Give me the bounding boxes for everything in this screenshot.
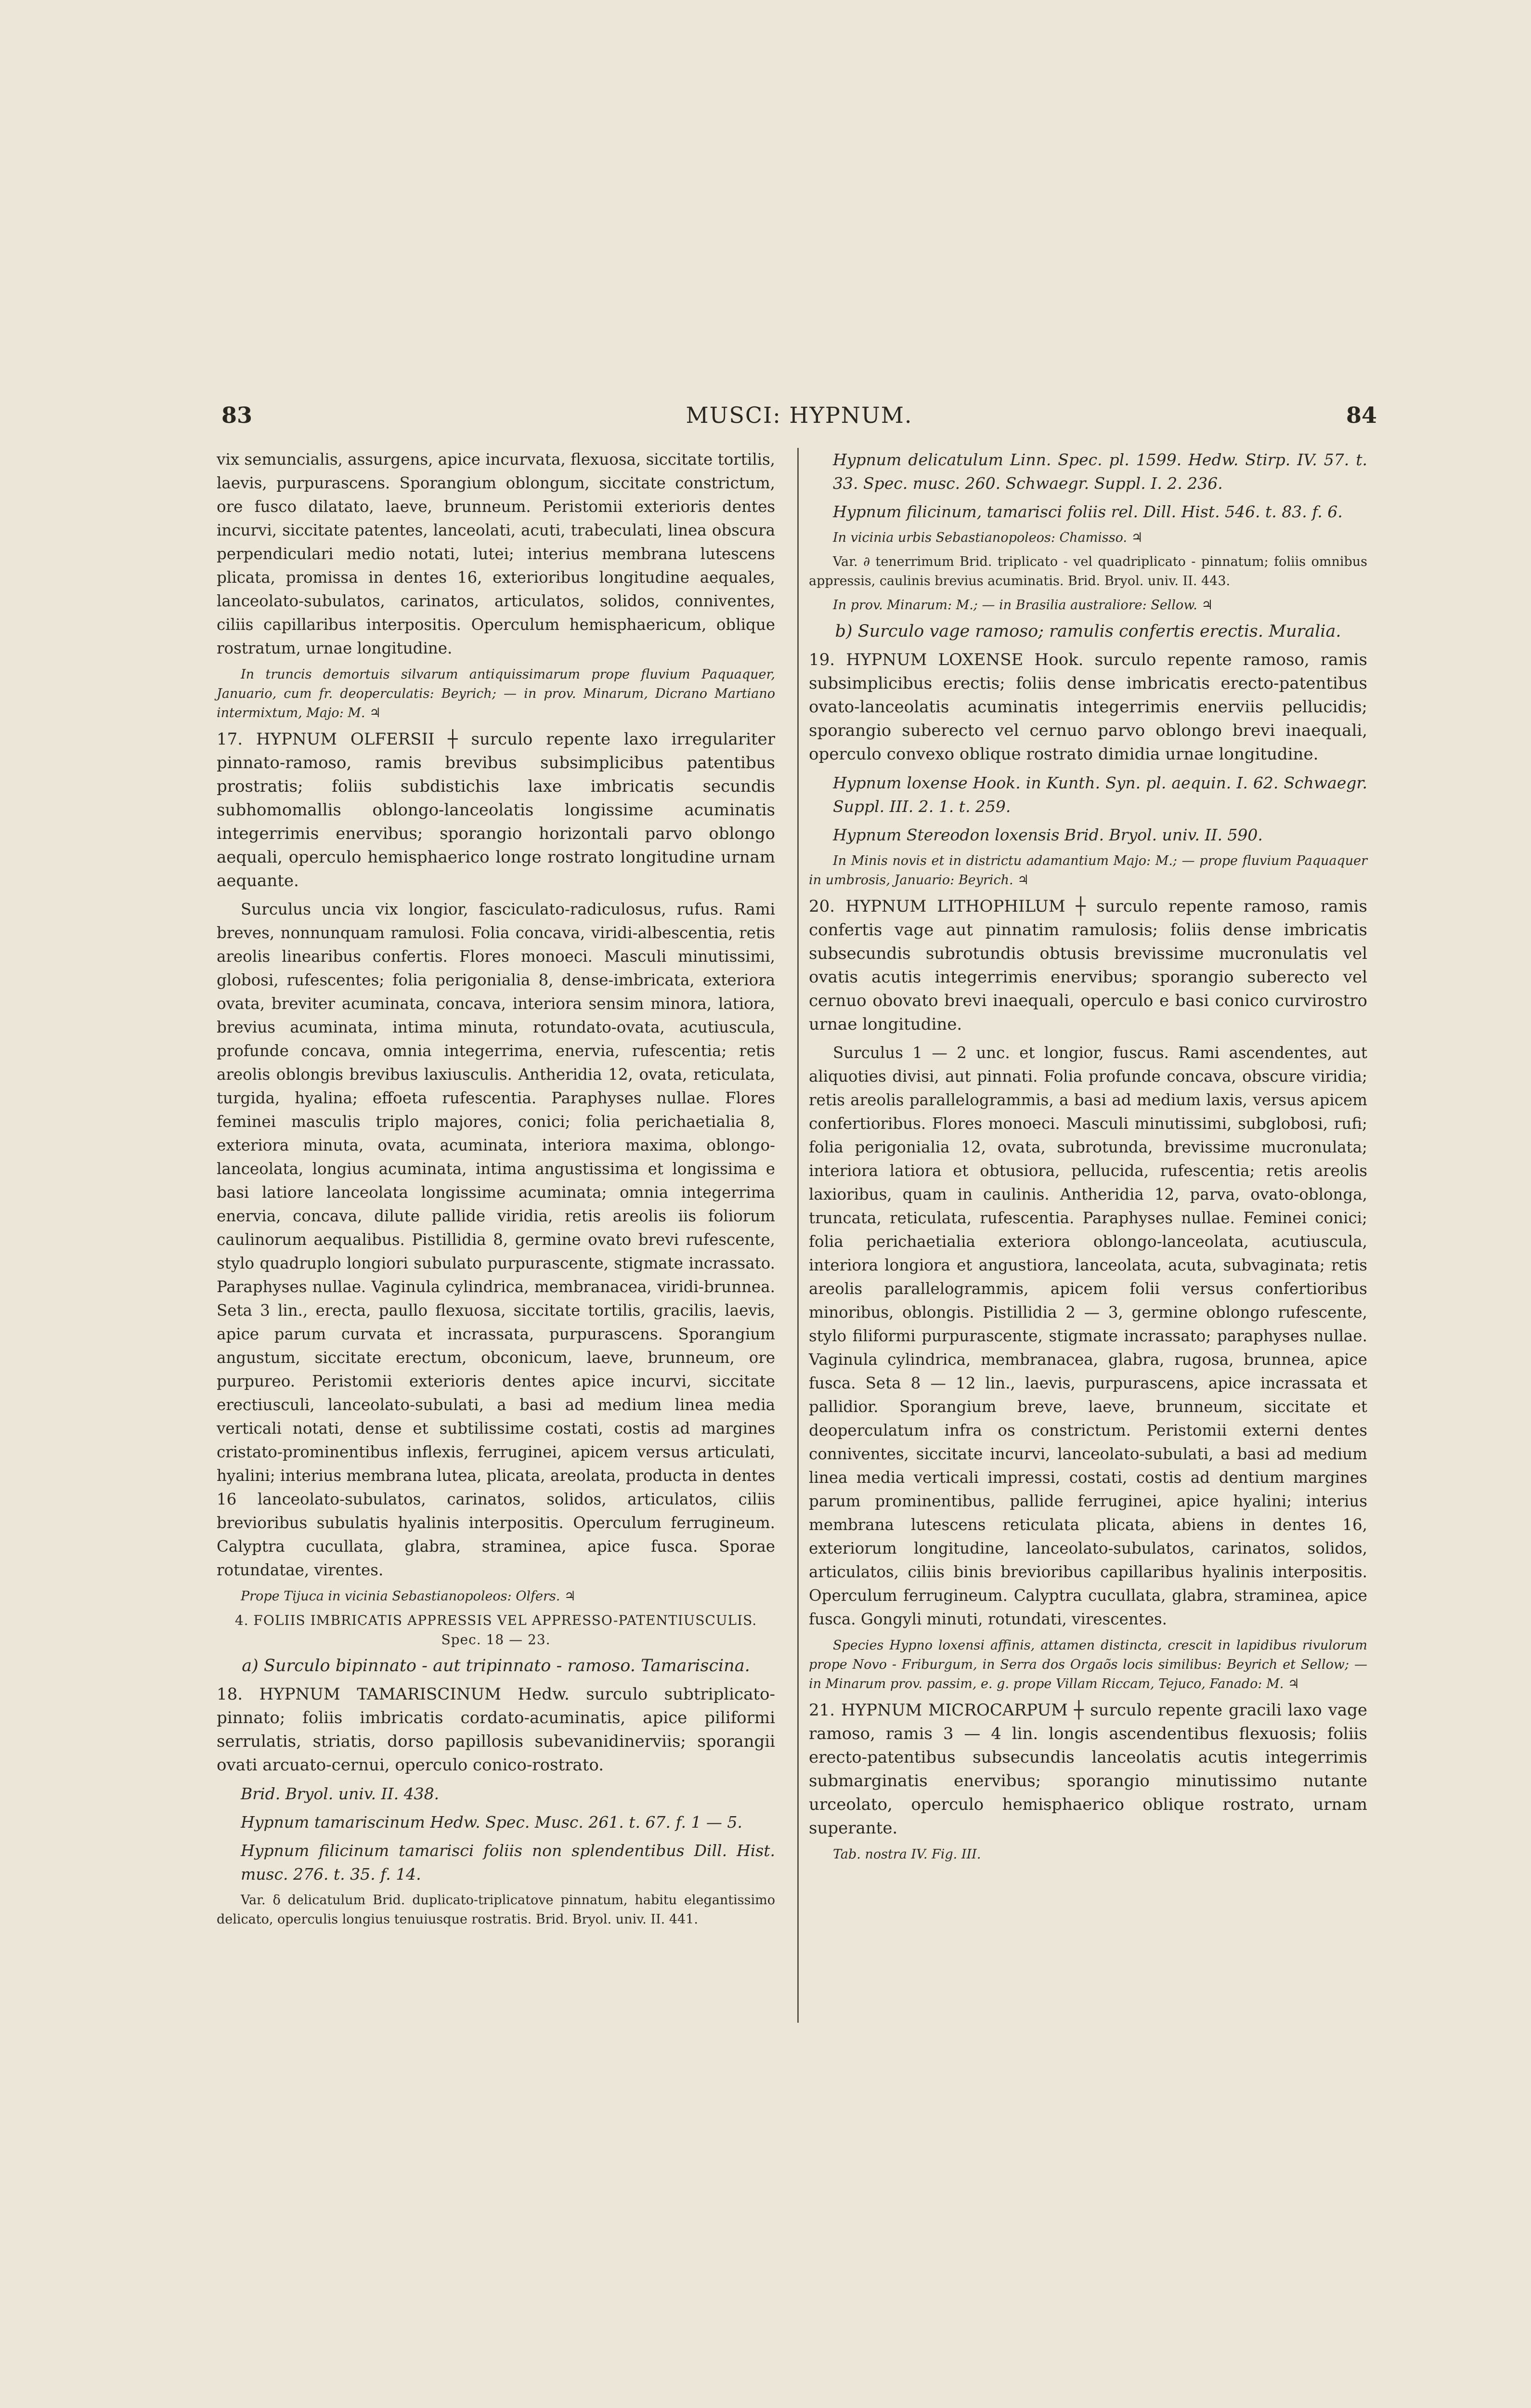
locality-note: In Minis novis et in districtu adamantium Majo: M.; — prope fluvium Paquaquer in umbrosis, Januario: Beyrich. ♃ [809,853,1367,888]
page-number-right: 84 [1346,402,1377,428]
variety-note: Var. δ delicatulum Brid. duplicato-triplicatove pinnatum, habitu elegantissimo delicato, operculis longius tenuiusque rostratis. Brid. Bryol. univ. II. 441. [217,1893,775,1927]
left-column [217,448,775,1934]
page-header [212,402,1387,436]
species-description: Surculus 1 — 2 unc. et longior, fuscus. Rami ascendentes, aut aliquoties divisi, aut pinnati. Folia profunde concava, obscure viridia; retis areolis parallelogrammis, a basi ad medium laxis, versus apicem confertioribus. Flores monoeci. Masculi minutissimi, subglobosi, rufi; folia perigonialia 12, ovata, subrotunda, brevissime mucronulata; interiora latiora et obtusiora, pellucida, rufescentia; retis areolis laxioribus, quam in caulinis. Antheridia 12, parva, ovato-oblonga, truncata, reticulata, rufescentia. Paraphyses nullae. Feminei conici; folia perichaetialia exteriora oblongo-lanceolata, acutiuscula, interiora longiora et angustiora, lanceolata, acuta, subvaginata; retis areolis parallelogrammis, apicem folii versus confertioribus minoribus, oblongis. Pistillidia 2 — 3, germine oblongo rufescente, stylo filiformi purpurascente, stigmate incrassato; paraphyses nullae. Vaginula cylindrica, membranacea, glabra, rugosa, brunnea, apice fusca. Seta 8 — 12 lin., laevis, purpurascens, apice incrassata et pallidior. Sporangium breve, laeve, brunneum, siccitate et deoperculatum infra os constrictum. Peristomii externi dentes conniventes, siccitate incurvi, lanceolato-subulati, a basi ad medium linea media verticali impressi, costati, costis ad dentium margines parum prominentibus, pallide ferruginei, apice hyalini; interius membrana lutescens reticulata plicata, abiens in dentes 16, exteriorum longitudine, lanceolato-subulatos, carinatos, solidos, articulatos, ciliis binis brevioribus capillaribus hyalinis interpositis. Operculum ferrugineum. Calyptra cucullata, glabra, straminea, apice fusca. Gongyli minuti, rotundati, virescentes. [809,1044,1367,1628]
variety-note: Var. ∂ tenerrimum Brid. triplicato - vel quadriplicato - pinnatum; foliis omnibus appressis, caulinis brevius acuminatis. Brid. Bryol. univ. II. 443. [809,554,1367,589]
locality-note: In prov. Minarum: M.; — in Brasilia australiore: Sellow. ♃ [833,598,1213,613]
right-column [809,448,1367,1869]
locality-note: Prope Tijuca in vicinia Sebastianopoleos: Olfers. ♃ [241,1589,576,1604]
species-diagnosis: 17. HYPNUM OLFERSII ┼ surculo repente laxo irregulariter pinnato-ramoso, ramis brevibus subsimplicibus patentibus prostratis; foliis subdistichis laxe imbricatis secundis subhomomallis oblongo-lanceolatis longissime acuminatis integerrimis enervibus; sporangio horizontali parvo oblongo aequali, operculo hemisphaerico longe rostrato longitudine urnam aequante. [217,730,775,890]
subsection-heading: b) Surculo vage ramoso; ramulis confertis erectis. Muralia. [835,622,1341,641]
species-diagnosis: 19. HYPNUM LOXENSE Hook. surculo repente ramoso, ramis subsimplicibus erectis; foliis dense imbricatis erecto-patentibus ovato-lanceolatis acuminatis integerrimis enerviis pellucidis; sporangio suberecto vel cernuo parvo oblongo brevi inaequali, operculo convexo oblique rostrato dimidia urnae longitudine. [809,650,1367,764]
citation: Hypnum Stereodon loxensis Brid. Bryol. univ. II. 590. [833,825,1263,844]
citation: Brid. Bryol. univ. II. 438. [241,1784,440,1803]
column-divider [797,448,799,2023]
plate-reference: Tab. nostra IV. Fig. III. [833,1847,981,1862]
citation: Hypnum filicinum, tamarisci foliis rel. Dill. Hist. 546. t. 83. f. 6. [833,502,1343,521]
species-diagnosis: 18. HYPNUM TAMARISCINUM Hedw. surculo subtriplicato-pinnato; foliis imbricatis cordato-acuminatis, apice piliformi serrulatis, striatis, dorso papillosis subevanidinerviis; sporangii ovati arcuato-cernui, operculo conico-rostrato. [217,1685,775,1775]
species-diagnosis: 20. HYPNUM LITHOPHILUM ┼ surculo repente ramoso, ramis confertis vage aut pinnatim ramulosis; foliis dense imbricatis subsecundis subrotundis obtusis brevissime mucronulatis vel ovatis acutis integerrimis enervibus; sporangio suberecto vel cernuo obovato brevi inaequali, operculo e basi conico curvirostro urnae longitudine. [809,897,1367,1034]
page-number-left: 83 [221,402,253,428]
citation: Hypnum tamariscinum Hedw. Spec. Musc. 261. t. 67. f. 1 — 5. [241,1813,742,1832]
species-diagnosis: 21. HYPNUM MICROCARPUM ┼ surculo repente gracili laxo vage ramoso, ramis 3 — 4 lin. longis ascendentibus flexuosis; foliis erecto-patentibus subsecundis lanceolatis acutis integerrimis submarginatis enervibus; sporangio minutissimo nutante urceolato, operculo hemisphaerico oblique rostrato, urnam superante. [809,1701,1367,1838]
running-title: MUSCI: HYPNUM. [686,402,913,428]
species-description: Surculus uncia vix longior, fasciculato-radiculosus, rufus. Rami breves, nonnunquam ramulosi. Folia concava, viridi-albescentia, retis areolis linearibus confertis. Flores monoeci. Masculi minutissimi, globosi, rufescentes; folia perigonialia 8, dense-imbricata, exteriora ovata, breviter acuminata, concava, interiora sensim minora, latiora, brevius acuminata, intima minuta, rotundato-ovata, acutiuscula, profunde concava, omnia integerrima, enervia, rufescentia; retis areolis oblongis brevibus laxiusculis. Antheridia 12, ovata, reticulata, turgida, hyalina; effoeta rufescentia. Paraphyses nullae. Flores feminei masculis triplo majores, conici; folia perichaetialia 8, exteriora minuta, ovata, acuminata, interiora maxima, oblongo-lanceolata, longius acuminata, intima angustissima et longissima e basi latiore lanceolata longissime acuminata; omnia integerrima enervia, concava, dilute pallide viridia, retis areolis iis foliorum caulinorum aequalibus. Pistillidia 8, germine ovato brevi rufescente, stylo quadruplo longiori subulato purpurascente, stigmate incrassato. Paraphyses nullae. Vaginula cylindrica, membranacea, viridi-brunnea. Seta 3 lin., erecta, paullo flexuosa, siccitate tortilis, gracilis, laevis, apice parum curvata et incrassata, purpurascens. Sporangium angustum, siccitate erectum, obconicum, laeve, brunneum, ore purpureo. Peristomii exterioris dentes apice incurvi, siccitate erectiusculi, lanceolato-subulati, a basi ad medium linea media verticali notati, dense et subtilissime costati, costis ad margines cristato-prominentibus inflexis, ferruginei, apicem versus articulati, hyalini; interius membrana lutea, plicata, areolata, producta in dentes 16 lanceolato-subulatos, carinatos, solidos, articulatos, ciliis brevioribus subulatis hyalinis interpositis. Operculum ferrugineum. Calyptra cucullata, glabra, straminea, apice fusca. Sporae rotundatae, virentes. [217,900,775,1579]
locality-note: Species Hypno loxensi affinis, attamen distincta, crescit in lapidibus rivulorum prope Novo - Friburgum, in Serra dos Orgaõs locis similibus: Beyrich et Sellow; — in Minarum prov. passim, e. g. prope Villam Riccam, Tejuco, Fanado: M. ♃ [809,1638,1367,1691]
citation: Hypnum loxense Hook. in Kunth. Syn. pl. aequin. I. 62. Schwaegr. Suppl. III. 2. 1. t. 259. [833,773,1367,816]
subsection-heading: a) Surculo bipinnato - aut tripinnato - ramoso. Tamariscina. [242,1656,750,1675]
locality-note: In vicinia urbis Sebastianopoleos: Chamisso. ♃ [833,530,1143,545]
citation: Hypnum filicinum tamarisci foliis non splendentibus Dill. Hist. musc. 276. t. 35. f. 14. [241,1841,775,1884]
citation: Hypnum delicatulum Linn. Spec. pl. 1599. Hedw. Stirp. IV. 57. t. 33. Spec. musc. 260. Schwaegr. Suppl. I. 2. 236. [833,450,1367,493]
locality-note: In truncis demortuis silvarum antiquissimarum prope fluvium Paquaquer, Januario, cum fr. deoperculatis: Beyrich; — in prov. Minarum, Dicrano Martiano intermixtum, Majo: M. ♃ [217,667,775,720]
section-heading: 4. FOLIIS IMBRICATIS APPRESSIS VEL APPRESSO-PATENTIUSCULIS. Spec. 18 — 23. [234,1612,757,1648]
paragraph: vix semuncialis, assurgens, apice incurvata, flexuosa, siccitate tortilis, laevis, purpurascens. Sporangium oblongum, siccitate constrictum, ore fusco dilatato, laeve, brunneum. Peristomii exterioris dentes incurvi, siccitate patentes, lanceolati, acuti, trabeculati, linea obscura perpendiculari medio notati, lutei; interius membrana lutescens plicata, promissa in dentes 16, exterioribus longitudine aequales, lanceolato-subulatos, carinatos, articulatos, solidos, conniventes, ciliis capillaribus interpositis. Operculum hemisphaericum, oblique rostratum, urnae longitudine. [217,450,775,657]
